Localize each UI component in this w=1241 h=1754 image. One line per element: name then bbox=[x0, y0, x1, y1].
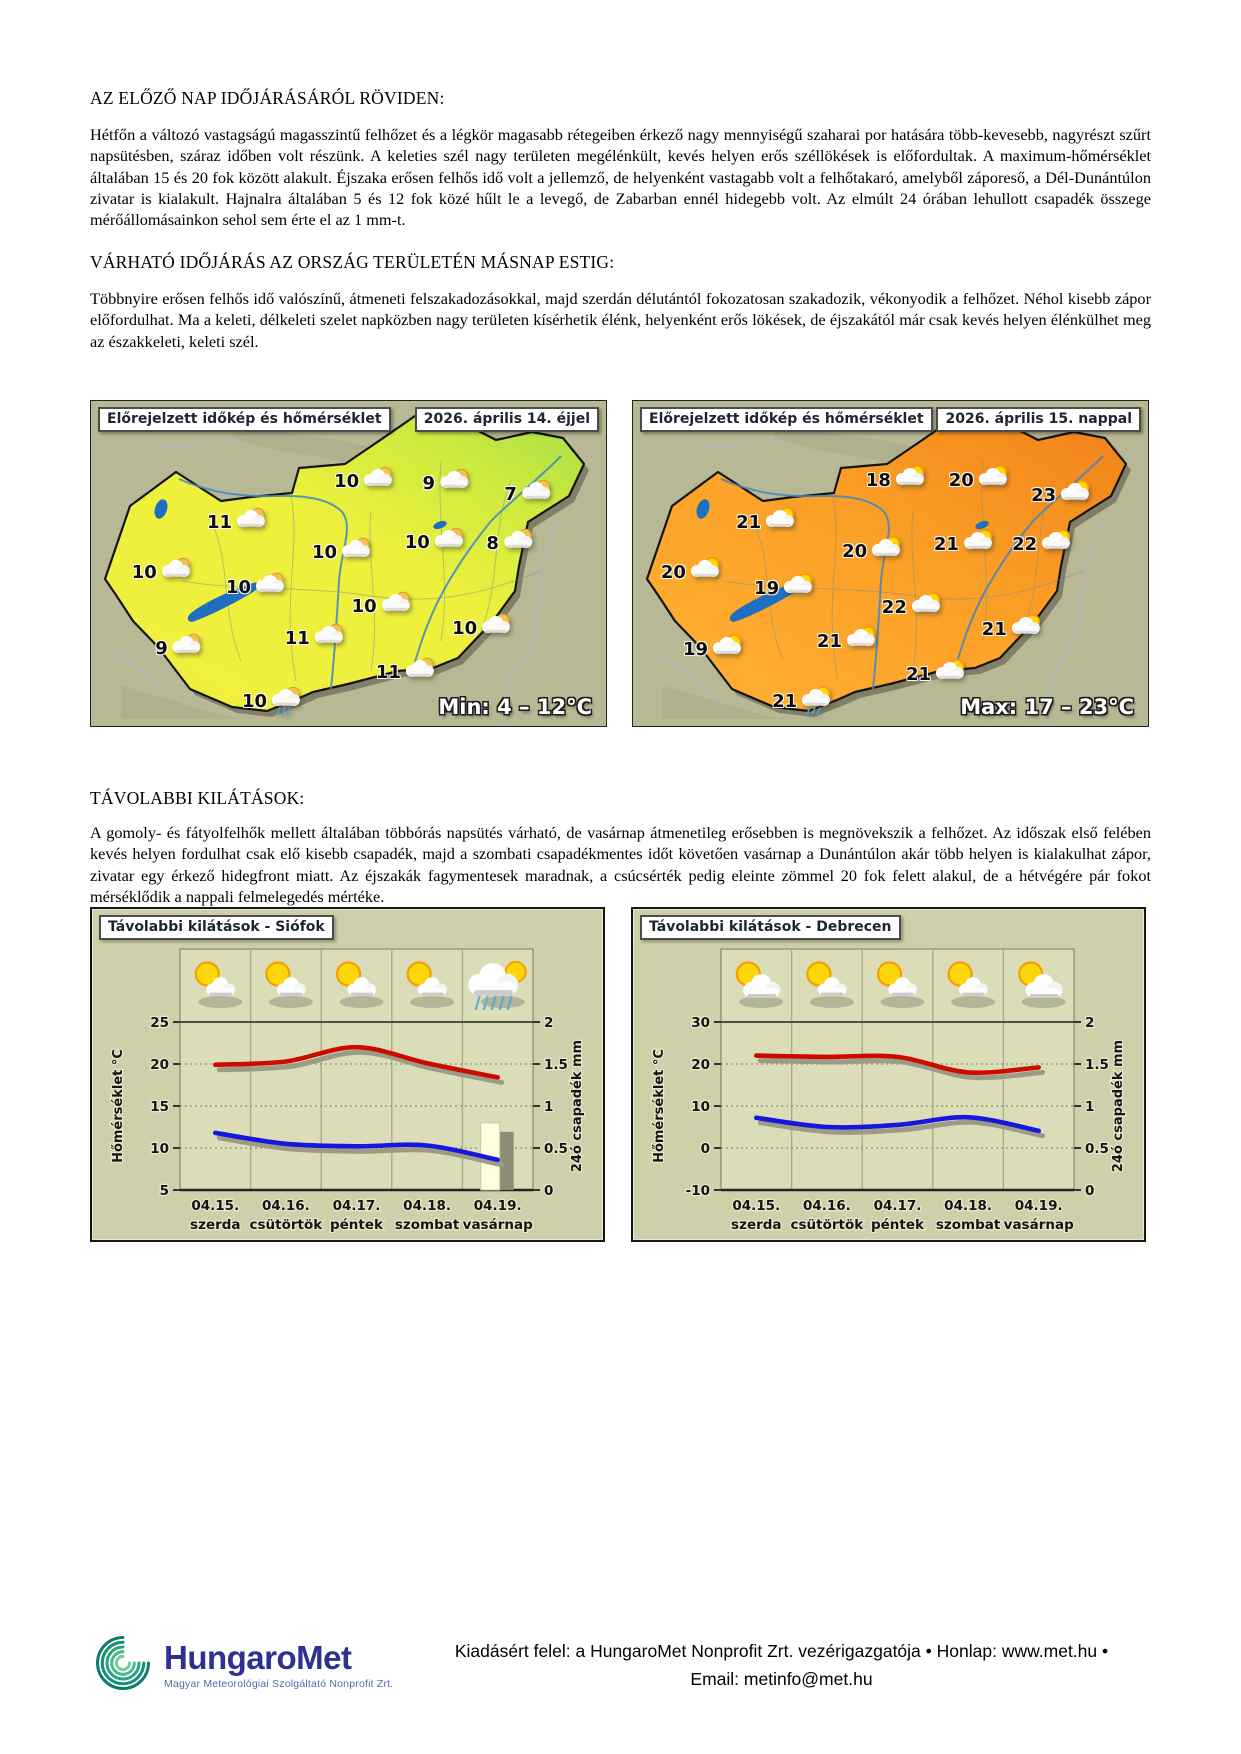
map-title: Előrejelzett időkép és hőmérséklet bbox=[98, 407, 391, 432]
right-axis-tick: 2 bbox=[1085, 1015, 1095, 1031]
day-label: 04.15. bbox=[732, 1198, 781, 1214]
station-forecast-marker bbox=[736, 507, 799, 538]
left-axis-tick: 10 bbox=[691, 1099, 710, 1115]
station-forecast-marker bbox=[285, 623, 348, 654]
temperature-value: 8 bbox=[486, 532, 499, 554]
station-forecast-marker bbox=[352, 591, 415, 622]
temperature-value: 10 bbox=[452, 618, 478, 640]
rain-streaks-icon bbox=[277, 707, 290, 715]
station-forecast-marker bbox=[842, 536, 905, 567]
temperature-value: 22 bbox=[1012, 533, 1038, 555]
section-title-outlook: TÁVOLABBI KILÁTÁSOK: bbox=[90, 788, 305, 808]
right-axis-tick: 0 bbox=[1085, 1183, 1095, 1199]
moon-cloud-rain-icon bbox=[268, 686, 305, 717]
temperature-value: 18 bbox=[865, 469, 891, 491]
sun-cloud-icon bbox=[1038, 529, 1075, 560]
moon-cloud-icon bbox=[431, 527, 468, 558]
forecast-map-night bbox=[90, 400, 607, 727]
left-axis-tick: 5 bbox=[159, 1183, 169, 1199]
moon-cloud-icon bbox=[311, 623, 348, 654]
right-axis-tick: 0 bbox=[544, 1183, 554, 1199]
station-forecast-marker bbox=[376, 657, 439, 688]
station-forecast-marker bbox=[817, 626, 880, 657]
rain-streaks-icon bbox=[807, 707, 820, 715]
station-forecast-marker bbox=[1031, 480, 1094, 511]
chart-canvas bbox=[92, 909, 603, 1243]
sun-cloud-icon bbox=[932, 659, 969, 690]
temperature-value: 9 bbox=[422, 472, 436, 494]
footer bbox=[90, 1630, 1151, 1701]
station-forecast-marker bbox=[405, 527, 468, 558]
moon-cloud-icon bbox=[158, 557, 195, 588]
station-forecast-marker bbox=[155, 633, 206, 664]
temperature-value: 21 bbox=[816, 631, 842, 653]
outlook-chart-siofok bbox=[90, 907, 605, 1242]
chart-title: Távolabbi kilátások - Siófok bbox=[99, 915, 334, 940]
forecast-summary-text: Többnyire erősen felhős idő valószínű, átmeneti felszakadozásokkal, majd szerdán délutántól fokozatosan szakadozik, vékonyodik a felhőzet. Néhol kisebb zápor előfordulhat. Ma a keleti, délkeleti szelet napközben nagy területen kísérhetik élénk, helyenként erős lökések, de éjszakától már csak kevés helyen élénkülhet meg az északkeleti, keleti szél. bbox=[90, 289, 1151, 351]
precip-bar-shadow bbox=[499, 1132, 514, 1190]
temperature-value: 11 bbox=[375, 661, 401, 683]
day-label: 04.18. bbox=[403, 1198, 452, 1214]
temperature-value: 19 bbox=[683, 638, 709, 660]
map-title: Előrejelzett időkép és hőmérséklet bbox=[640, 407, 933, 432]
temperature-value: 10 bbox=[241, 690, 268, 712]
station-forecast-marker bbox=[504, 479, 555, 510]
moon-cloud-icon bbox=[252, 572, 289, 603]
temperature-value: 20 bbox=[660, 561, 686, 583]
station-forecast-marker bbox=[486, 528, 537, 559]
logo-tagline: Magyar Meteorológiai Szolgáltató Nonprofit Zrt. bbox=[164, 1678, 394, 1690]
logo-wordmark: HungaroMet bbox=[164, 1639, 352, 1676]
sun-cloud-icon bbox=[843, 626, 880, 657]
moon-cloud-icon bbox=[500, 528, 537, 559]
right-axis-title: 24ó csapadék mm bbox=[1111, 1039, 1126, 1173]
station-forecast-marker bbox=[906, 659, 969, 690]
day-name-label: vasárnap bbox=[462, 1217, 533, 1233]
day-label: 04.17. bbox=[873, 1198, 922, 1214]
previous-day-summary-text: Hétfőn a változó vastagságú magasszintű felhőzet és a légkör magasabb rétegeiben érkező nagy mennyiségű szaharai por hatására több-kevesebb, nagyrészt szűrt napsütésben, száraz időben volt részünk. A keleties szél nagy területen megélénkült, kevés helyen erős széllökések is előfordultak. A maximum-hőmérséklet általában 15 és 20 fok között alakult. Éjszaka erősen felhős idő volt a jellemző, de helyenként vastagabb volt a felhőtakaró, amelyből záporeső, a Dél-Dunántúlon zivatar is kialakult. Hajnalra általában 5 és 12 fok közé hűlt le a levegő, de Zabarban ennél hidegebb volt. Az elmúlt 24 órában lehullott csapadék összege mérőállomásainkon sehol sem érte el az 1 mm-t. bbox=[90, 125, 1151, 230]
day-name-label: péntek bbox=[870, 1217, 925, 1233]
moon-cloud-icon bbox=[360, 466, 397, 497]
temperature-value: 10 bbox=[334, 470, 360, 492]
day-name-label: szerda bbox=[190, 1217, 241, 1233]
temperature-value: 21 bbox=[736, 511, 762, 533]
station-forecast-marker bbox=[312, 537, 375, 568]
sun-cloud-icon bbox=[892, 465, 929, 496]
map-date: 2026. április 15. nappal bbox=[936, 407, 1141, 432]
temperature-value: 21 bbox=[772, 690, 798, 712]
temperature-value: 10 bbox=[225, 576, 252, 598]
temperature-markers-layer bbox=[633, 401, 1148, 726]
day-label: 04.16. bbox=[802, 1198, 851, 1214]
sun-cloud-rain-icon bbox=[798, 686, 835, 717]
station-forecast-marker bbox=[422, 468, 473, 499]
outlook-chart-debrecen bbox=[631, 907, 1146, 1242]
forecast-map-day bbox=[632, 400, 1149, 727]
sun-cloud-icon bbox=[1057, 480, 1094, 511]
temperature-value: 21 bbox=[933, 533, 959, 555]
sun-cloud-icon bbox=[687, 557, 724, 588]
sun-cloud-icon bbox=[868, 536, 905, 567]
day-name-label: szombat bbox=[394, 1217, 460, 1233]
right-axis-tick: 1.5 bbox=[1085, 1057, 1109, 1073]
day-name-label: szerda bbox=[731, 1217, 782, 1233]
right-axis-tick: 0.5 bbox=[1085, 1141, 1109, 1157]
temperature-value: 7 bbox=[504, 483, 517, 505]
temperature-value: 11 bbox=[206, 511, 233, 533]
sun-cloud-icon bbox=[1008, 614, 1045, 645]
left-axis-title: Hőmérséklet °C bbox=[652, 1049, 667, 1163]
day-label: 04.18. bbox=[944, 1198, 993, 1214]
temperature-value: 21 bbox=[906, 663, 932, 685]
station-forecast-marker bbox=[772, 686, 835, 717]
section-title-previous-day: AZ ELŐZŐ NAP IDŐJÁRÁSÁRÓL RÖVIDEN: bbox=[90, 88, 445, 108]
station-forecast-marker bbox=[132, 557, 195, 588]
station-forecast-marker bbox=[882, 592, 945, 623]
left-axis-tick: 0 bbox=[700, 1141, 710, 1157]
footer-contact-text bbox=[412, 1638, 1151, 1692]
temperature-value: 11 bbox=[284, 627, 310, 649]
station-forecast-marker bbox=[949, 465, 1012, 496]
station-forecast-marker bbox=[866, 465, 929, 496]
temperature-markers-layer bbox=[91, 401, 606, 726]
moon-cloud-icon bbox=[402, 657, 439, 688]
temperature-value: 20 bbox=[948, 469, 974, 491]
map-min-range-label: Min: 4 – 12°C bbox=[438, 695, 592, 719]
station-forecast-marker bbox=[661, 557, 724, 588]
footer-line2: Email: metinfo@met.hu bbox=[690, 1668, 873, 1689]
sun-cloud-icon bbox=[975, 465, 1012, 496]
station-forecast-marker bbox=[982, 614, 1045, 645]
right-axis-tick: 1 bbox=[544, 1099, 554, 1115]
footer-line1: Kiadásért felel: a HungaroMet Nonprofit Zrt. vezérigazgatója • Honlap: www.met.hu • bbox=[454, 1641, 1109, 1662]
station-forecast-marker bbox=[452, 613, 515, 644]
left-axis-tick: 10 bbox=[150, 1141, 169, 1157]
sun-cloud-icon bbox=[960, 529, 997, 560]
station-forecast-marker bbox=[242, 686, 305, 717]
temperature-value: 10 bbox=[351, 595, 377, 617]
sun-cloud-icon bbox=[709, 634, 746, 665]
day-name-label: péntek bbox=[329, 1217, 384, 1233]
station-forecast-marker bbox=[1012, 529, 1075, 560]
sun-cloud-icon bbox=[762, 507, 799, 538]
moon-cloud-icon bbox=[478, 613, 515, 644]
left-axis-tick: 15 bbox=[150, 1099, 169, 1115]
left-axis-title: Hőmérséklet °C bbox=[111, 1049, 126, 1163]
chart-svg bbox=[92, 909, 603, 1238]
chart-svg bbox=[633, 909, 1144, 1238]
chart-title: Távolabbi kilátások - Debrecen bbox=[640, 915, 901, 940]
day-name-label: csütörtök bbox=[790, 1217, 864, 1233]
moon-cloud-icon bbox=[436, 468, 473, 499]
moon-cloud-icon bbox=[233, 507, 270, 538]
station-forecast-marker bbox=[334, 466, 397, 497]
outlook-charts-row bbox=[90, 907, 1146, 1242]
temperature-value: 23 bbox=[1031, 484, 1057, 506]
left-axis-tick: 30 bbox=[691, 1015, 710, 1031]
temperature-value: 9 bbox=[155, 637, 168, 659]
map-date: 2026. április 14. éjjel bbox=[415, 407, 599, 432]
chart-canvas bbox=[633, 909, 1144, 1243]
station-forecast-marker bbox=[226, 572, 289, 603]
left-axis-tick: 25 bbox=[150, 1015, 169, 1031]
hungaromet-spiral-icon bbox=[90, 1630, 156, 1701]
outlook-summary-text: A gomoly- és fátyolfelhők mellett általában többórás napsütés várható, de vasárnap átmenetileg erősebben is megnövekszik a felhőzet. Az időszak első felében kevés helyen fordulhat csak elő kisebb csapadék, majd a szombati csapadékmentes időt követően vasárnap a Dunántúlon akár több helyen is kialakulhat zápor, zivatar egy érkező hidegfront miatt. Az éjszakák fagymentesek maradnak, a csúcsérték pedig eleinte zömmel 20 fok felett alakul, de a hétvégére pár fokot mérséklődik a nappali felmelegedés mértéke. bbox=[90, 823, 1151, 907]
temperature-value: 21 bbox=[981, 619, 1007, 641]
temperature-value: 10 bbox=[131, 561, 157, 583]
day-label: 04.15. bbox=[191, 1198, 240, 1214]
left-axis-tick: 20 bbox=[150, 1057, 169, 1073]
station-forecast-marker bbox=[207, 507, 270, 538]
right-axis-title: 24ó csapadék mm bbox=[570, 1039, 585, 1173]
sun-cloud-icon bbox=[908, 592, 945, 623]
day-label: 04.19. bbox=[473, 1198, 522, 1214]
day-name-label: szombat bbox=[935, 1217, 1001, 1233]
day-name-label: csütörtök bbox=[249, 1217, 323, 1233]
day-label: 04.17. bbox=[332, 1198, 381, 1214]
temperature-value: 20 bbox=[842, 541, 868, 563]
moon-cloud-icon bbox=[338, 537, 375, 568]
map-max-range-label: Max: 17 – 23°C bbox=[960, 695, 1134, 719]
forecast-maps-row bbox=[90, 400, 1149, 727]
left-axis-tick: 20 bbox=[691, 1057, 710, 1073]
temperature-value: 19 bbox=[754, 578, 780, 600]
sun-cloud-icon bbox=[780, 573, 817, 604]
hungaromet-logo bbox=[90, 1630, 412, 1701]
day-name-label: vasárnap bbox=[1003, 1217, 1074, 1233]
moon-cloud-icon bbox=[518, 479, 555, 510]
section-title-forecast: VÁRHATÓ IDŐJÁRÁS AZ ORSZÁG TERÜLETÉN MÁSNAP ESTIG: bbox=[90, 252, 615, 272]
temperature-value: 10 bbox=[404, 531, 430, 553]
day-label: 04.19. bbox=[1014, 1198, 1063, 1214]
day-label: 04.16. bbox=[261, 1198, 310, 1214]
station-forecast-marker bbox=[754, 573, 817, 604]
temperature-value: 22 bbox=[881, 596, 907, 618]
left-axis-tick: -10 bbox=[685, 1183, 710, 1199]
station-forecast-marker bbox=[683, 634, 746, 665]
right-axis-tick: 0.5 bbox=[544, 1141, 568, 1157]
temperature-value: 10 bbox=[312, 542, 338, 564]
right-axis-tick: 1.5 bbox=[544, 1057, 568, 1073]
station-forecast-marker bbox=[934, 529, 997, 560]
right-axis-tick: 1 bbox=[1085, 1099, 1095, 1115]
moon-cloud-icon bbox=[378, 591, 415, 622]
right-axis-tick: 2 bbox=[544, 1015, 554, 1031]
moon-cloud-icon bbox=[169, 633, 206, 664]
